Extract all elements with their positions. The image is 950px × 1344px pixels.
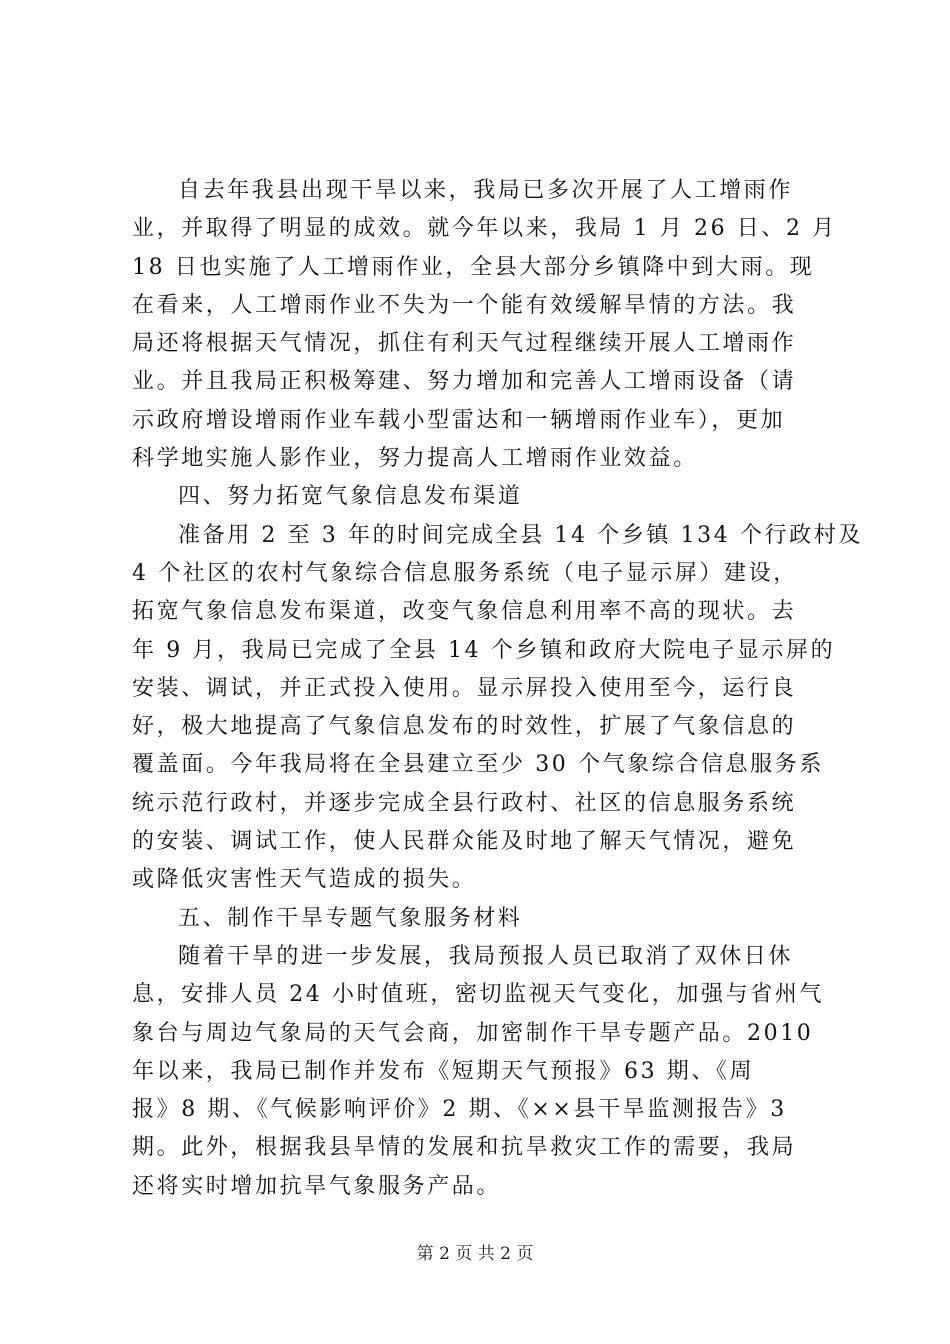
paragraph-line: 准备用 2 至 3 年的时间完成全县 14 个乡镇 134 个行政村及 [178,522,863,548]
paragraph-line: 安装、调试，并正式投入使用。显示屏投入使用至今，运行良 [132,675,797,701]
paragraph-line: 还将实时增加抗旱气象服务产品。 [132,1173,502,1199]
paragraph-line: 业。并且我局正积极筹建、努力增加和完善人工增雨设备（请 [132,369,797,395]
paragraph-line: 覆盖面。今年我局将在全县建立至少 30 个气象综合信息服务系 [132,752,824,778]
paragraph-line: 报》8 期、《气候影响评价》2 期、《××县干旱监测报告》3 [132,1097,787,1123]
document-body [132,172,863,1206]
paragraph-line: 息，安排人员 24 小时值班，密切监视天气变化，加强与省州气 [132,982,824,1008]
paragraph-line: 自去年我县出现干旱以来，我局已多次开展了人工增雨作 [178,178,794,203]
paragraph-line: 18 日也实施了人工增雨作业，全县大部分乡镇降中到大雨。现 [132,254,815,280]
paragraph-line: 年 9 月，我局已完成了全县 14 个乡镇和政府大院电子显示屏的 [132,637,836,663]
paragraph-line: 期。此外，根据我县旱情的发展和抗旱救灾工作的需要，我局 [132,1135,797,1161]
paragraph-line: 局还将根据天气情况，抓住有利天气过程继续开展人工增雨作 [132,331,797,357]
section-heading: 五、制作干旱专题气象服务材料 [178,905,523,931]
paragraph-line: 或降低灾害性天气造成的损失。 [132,867,477,893]
paragraph-line: 年以来，我局已制作并发布《短期天气预报》63 期、《周 [132,1058,755,1084]
paragraph-line: 业，并取得了明显的成效。就今年以来，我局 1 月 26 日、2 月 [132,216,837,242]
paragraph-line: 象台与周边气象局的天气会商，加密制作干旱专题产品。2010 [132,1020,814,1046]
paragraph-line: 科学地实施人影作业，努力提高人工增雨作业效益。 [132,446,698,472]
paragraph-line: 拓宽气象信息发布渠道，改变气象信息利用率不高的现状。去 [132,599,797,625]
page-number: 第 2 页 共 2 页 [416,1244,534,1264]
paragraph-line: 的安装、调试工作，使人民群众能及时地了解天气情况，避免 [132,829,797,855]
paragraph-line: 统示范行政村，并逐步完成全县行政村、社区的信息服务系统 [132,790,797,816]
paragraph-line: 4 个社区的农村气象综合信息服务系统（电子显示屏）建设， [132,560,798,586]
page-footer [0,1243,950,1265]
paragraph-line: 好，极大地提高了气象信息发布的时效性，扩展了气象信息的 [132,714,797,740]
paragraph-line: 随着干旱的进一步发展，我局预报人员已取消了双休日休 [178,943,794,969]
paragraph-line: 在看来，人工增雨作业不失为一个能有效缓解旱情的方法。我 [132,292,797,318]
section-heading: 四、努力拓宽气象信息发布渠道 [178,484,523,510]
paragraph-line: 示政府增设增雨作业车载小型雷达和一辆增雨作业车），更加 [132,407,786,433]
